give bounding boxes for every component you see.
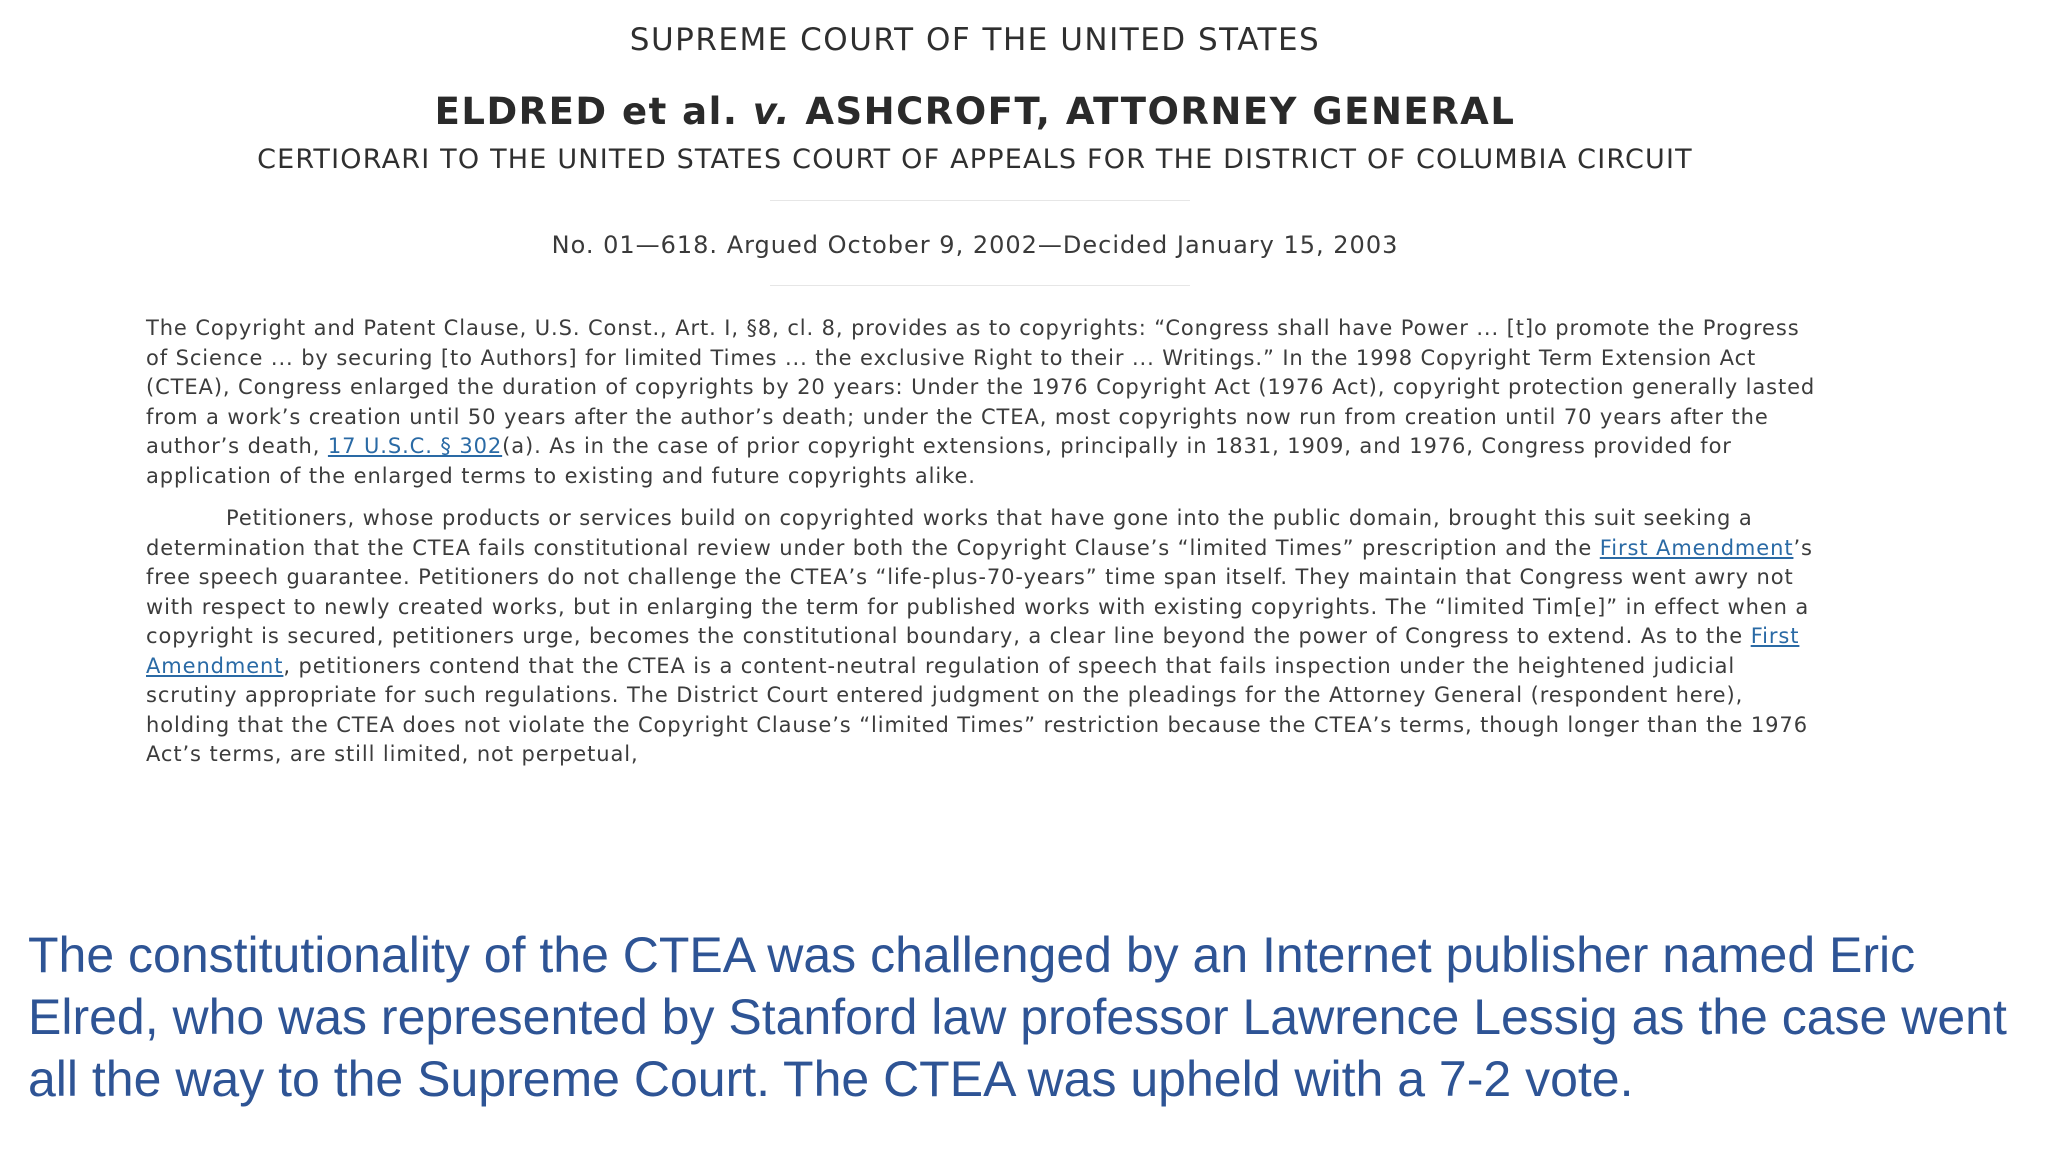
slide-caption: The constitutionality of the CTEA was challenged by an Internet publisher named Eric Elred, who was represented by Stanford law professor Lawrence Lessig as the case went all the way to the Supreme Court. The CTEA was upheld with a 7-2 vote. <box>28 927 2007 1107</box>
first-amendment-link-1[interactable]: First Amendment <box>1599 535 1794 560</box>
certiorari-line: CERTIORARI TO THE UNITED STATES COURT OF APPEALS FOR THE DISTRICT OF COLUMBIA CIRCUIT <box>257 144 1693 175</box>
paragraph-2-text-c: , petitioners contend that the CTEA is a content-neutral regulation of speech that fails inspection under the heightened judicial scrutiny appropriate for such regulations. The District Court entered judgment on the pleadings for the Attorney General (respondent here), holding that the CTEA does not violate the Copyright Clause’s “limited Times” restriction because the CTEA’s terms, though longer than the 1976 Act’s terms, are still limited, not perpetual, <box>146 653 1808 766</box>
usc-302-link[interactable]: 17 U.S.C. § 302 <box>327 434 503 458</box>
divider-bottom <box>770 285 1190 286</box>
case-title-versus: v. <box>752 90 791 133</box>
case-title-respondent: ASHCROFT, ATTORNEY GENERAL <box>790 90 1516 133</box>
paragraph-2-text-a: Petitioners, whose products or services build on copyrighted works that have gone into the public domain, brought this suit seeking a determination that the CTEA fails constitutional review under both the Copyright Clause’s “limited Times” prescription and the <box>146 506 1753 560</box>
first-amendment-link-2[interactable]: First Amendment <box>146 624 1800 678</box>
paragraph-1-text-b: (a). As in the case of prior copyright extensions, principally in 1831, 1909, and 1976, Congress provided for application of the enlarged terms to existing and future copyrights alike. <box>146 434 1732 488</box>
case-title-petitioner: ELDRED et al. <box>434 90 753 133</box>
syllabus-text <box>146 314 1816 783</box>
court-name: SUPREME COURT OF THE UNITED STATES <box>629 22 1321 58</box>
paragraph-1-text-a: The Copyright and Patent Clause, U.S. Const., Art. I, §8, cl. 8, provides as to copyrights: “Congress shall have Power ... [t]o promote the Progress of Science ... by securing [to Authors] for limited Times ... the exclusive Right to their ... Writings.” In the 1998 Copyright Term Extension Act (CTEA), Congress enlarged the duration of copyrights by 20 years: Under the 1976 Copyright Act (1976 Act), copyright protection generally lasted from a work’s creation until 50 years after the author’s death; under the CTEA, most copyrights now run from creation until 70 years after the author’s death, <box>146 316 1816 458</box>
syllabus-paragraph-2 <box>146 504 1816 770</box>
divider-top <box>770 200 1190 201</box>
syllabus-paragraph-1 <box>146 314 1816 491</box>
docket-line: No. 01—618. Argued October 9, 2002—Decided January 15, 2003 <box>551 231 1399 259</box>
case-title <box>0 90 1950 133</box>
paragraph-2-text-b: ’s free speech guarantee. Petitioners do not challenge the CTEA’s “life-plus-70-years” time span itself. They maintain that Congress went awry not with respect to newly created works, but in enlarging the term for published works with existing copyrights. The “limited Tim[e]” in effect when a copyright is secured, petitioners urge, becomes the constitutional boundary, a clear line beyond the power of Congress to extend. As to the <box>146 535 1813 648</box>
